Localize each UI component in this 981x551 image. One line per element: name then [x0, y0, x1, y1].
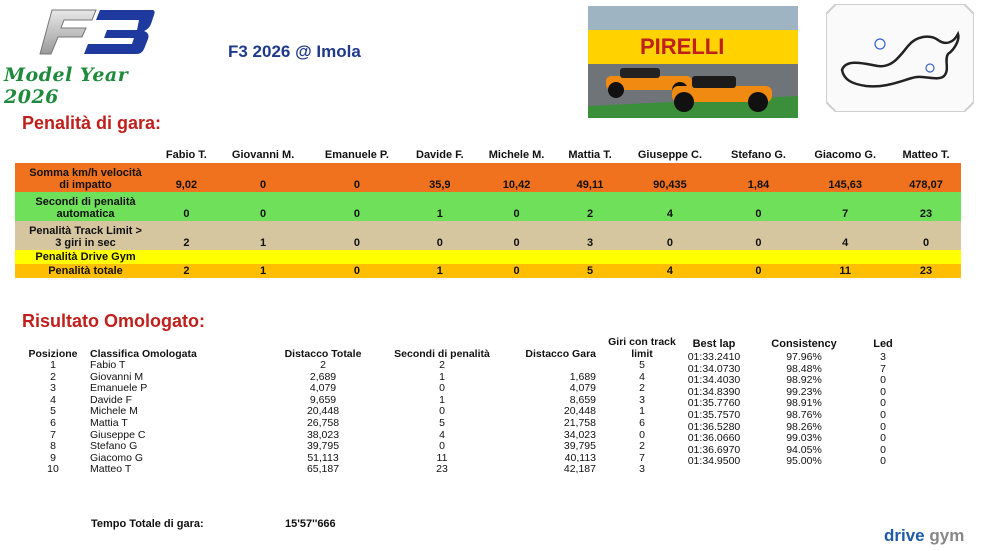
result-cell-giri: 3 — [639, 393, 645, 406]
result-cell-pos: 5 — [50, 405, 56, 418]
result-cell-dist: 26,758 — [306, 416, 340, 429]
stats-cell-best: 01:36.0660 — [687, 432, 741, 445]
penalty-row-label — [15, 221, 156, 250]
penalties-title: Penalità di gara: — [22, 113, 162, 133]
penalty-cell — [475, 250, 558, 264]
col-header-giri: Giri con track limit — [608, 336, 676, 360]
result-cell-pos: 1 — [50, 359, 56, 371]
model-year-label: Model Year 2026 — [4, 64, 129, 108]
result-cell-name: Fabio T — [90, 359, 126, 371]
col-header-cons: Consistency — [771, 338, 837, 350]
result-cell-giri: 0 — [639, 428, 645, 441]
result-cell-name: Michele M — [90, 405, 138, 418]
stats-cell-best: 01:34.0730 — [687, 362, 741, 375]
result-cell-sec: 11 — [436, 451, 448, 464]
penalty-cell: 1 — [217, 264, 310, 278]
penalty-row-label: Penalità Drive Gym — [15, 250, 156, 264]
penalty-row-label — [15, 163, 156, 192]
penalty-cell: 1 — [404, 192, 475, 221]
driver-header: Davide F. — [416, 148, 464, 161]
stats-cell-led: 0 — [880, 374, 886, 387]
penalty-cell: 0 — [156, 192, 217, 221]
result-cell-sec: 1 — [439, 370, 445, 383]
penalty-cell: 0 — [309, 163, 404, 192]
penalty-cell — [799, 250, 891, 264]
penalty-cell: 90,435 — [622, 163, 717, 192]
stats-table — [668, 336, 918, 468]
stats-header-row — [668, 336, 918, 352]
stats-cell-best: 01:36.6970 — [687, 443, 741, 456]
stats-row — [668, 456, 918, 468]
result-cell-dist: 2 — [320, 359, 326, 371]
result-cell-giri: 3 — [639, 463, 645, 476]
result-cell-dist: 2,689 — [309, 370, 337, 383]
result-cell-name: Davide F — [90, 393, 133, 406]
result-cell-dist: 4,079 — [309, 382, 337, 395]
result-cell-name: Emanuele P — [90, 382, 148, 395]
f3-logo-icon — [38, 8, 156, 56]
result-cell-giri: 4 — [639, 370, 645, 383]
stats-cell-best: 01:34.9500 — [687, 455, 741, 468]
race-cars-photo — [588, 6, 798, 118]
result-cell-pos: 2 — [50, 370, 56, 383]
col-header-pos: Posizione — [28, 348, 78, 360]
result-cell-giri: 2 — [639, 382, 645, 395]
result-cell-gara: 39,795 — [563, 440, 596, 453]
drive-gym-logo — [884, 526, 964, 546]
result-cell-pos: 3 — [50, 382, 56, 395]
penalty-cell: 35,9 — [404, 163, 475, 192]
result-cell-dist: 65,187 — [306, 463, 340, 476]
total-time-value: 15'57''666 — [285, 518, 336, 530]
result-cell-name: Mattia T — [90, 416, 128, 429]
result-cell-name: Giuseppe C — [90, 428, 146, 441]
result-cell-sec: 0 — [439, 405, 445, 418]
result-cell-dist: 51,113 — [307, 451, 339, 464]
penalty-cell: 5 — [558, 264, 622, 278]
penalties-header-row — [15, 146, 961, 163]
stats-cell-cons: 99.23% — [786, 385, 822, 398]
penalty-cell: 1,84 — [718, 163, 800, 192]
stats-row — [668, 352, 918, 364]
penalty-cell: 0 — [475, 221, 558, 250]
result-row — [22, 464, 688, 476]
penalty-cell: 0 — [309, 264, 404, 278]
result-cell-gara: 21,758 — [563, 416, 596, 429]
pirelli-banner: PIRELLI — [640, 34, 725, 59]
stats-row — [668, 433, 918, 445]
imola-track-map-icon — [826, 4, 974, 112]
stats-cell-cons: 98.76% — [786, 408, 822, 421]
result-cell-giri: 2 — [639, 440, 645, 453]
result-cell-name: Matteo T — [90, 463, 132, 476]
penalty-cell: 3 — [558, 221, 622, 250]
penalty-cell: 11 — [799, 264, 891, 278]
driver-header: Michele M. — [488, 148, 545, 161]
stats-cell-cons: 98.26% — [786, 420, 822, 433]
stats-cell-led: 0 — [880, 443, 886, 456]
stats-cell-best: 01:34.8390 — [687, 385, 741, 398]
driver-header: Giovanni M. — [231, 148, 295, 161]
col-header-gara: Distacco Gara — [525, 348, 596, 360]
penalty-row-total — [15, 264, 961, 278]
result-cell-pos: 6 — [50, 416, 56, 429]
stats-cell-cons: 98.91% — [786, 397, 822, 410]
penalty-row-track-limit — [15, 221, 961, 250]
penalty-cell — [622, 250, 717, 264]
penalty-cell: 0 — [718, 192, 800, 221]
penalty-cell: 0 — [622, 221, 717, 250]
penalty-cell: 0 — [404, 221, 475, 250]
penalty-cell — [718, 250, 800, 264]
result-cell-dist: 38,023 — [306, 428, 340, 441]
result-row — [22, 441, 688, 453]
stats-cell-best: 01:34.4030 — [687, 374, 741, 387]
penalty-cell: 9,02 — [156, 163, 217, 192]
result-cell-sec: 0 — [439, 382, 445, 395]
driver-header: Giacomo G. — [814, 148, 877, 161]
penalty-label-line1: Somma km/h velocità — [29, 167, 142, 179]
penalty-cell: 7 — [799, 192, 891, 221]
result-cell-sec: 0 — [439, 440, 445, 453]
penalty-cell: 0 — [309, 192, 404, 221]
penalty-cell — [891, 250, 961, 264]
penalty-label-line2: automatica — [56, 208, 115, 220]
stats-cell-led: 0 — [880, 455, 886, 468]
result-cell-dist: 9,659 — [309, 393, 337, 406]
penalty-cell — [156, 250, 217, 264]
stats-cell-cons: 98.48% — [786, 362, 822, 375]
result-cell-gara: 1,689 — [569, 370, 596, 383]
result-cell-pos: 4 — [50, 393, 56, 406]
result-cell-sec: 23 — [436, 463, 448, 476]
result-cell-giri: 7 — [639, 451, 645, 464]
penalty-cell — [558, 250, 622, 264]
penalty-cell: 0 — [475, 264, 558, 278]
stats-cell-led: 0 — [880, 432, 886, 445]
stats-cell-cons: 94.05% — [786, 443, 822, 456]
result-cell-gara: 40,113 — [564, 451, 596, 464]
penalty-label-line1: Penalità Track Limit > — [29, 225, 142, 237]
penalty-cell: 4 — [622, 192, 717, 221]
results-header-row — [22, 332, 688, 360]
result-cell-gara: 4,079 — [569, 382, 596, 395]
penalty-row-label — [15, 192, 156, 221]
driver-header: Matteo T. — [902, 148, 950, 161]
penalties-header-empty — [15, 146, 156, 163]
penalty-cell: 1 — [217, 221, 310, 250]
stats-cell-cons: 95.00% — [786, 455, 822, 468]
penalty-cell: 23 — [891, 192, 961, 221]
driver-header: Emanuele P. — [324, 148, 389, 161]
penalty-cell: 0 — [475, 192, 558, 221]
penalty-cell: 0 — [718, 264, 800, 278]
penalty-cell: 4 — [799, 221, 891, 250]
penalty-label-line1: Secondi di penalità — [35, 196, 136, 208]
col-header-best: Best lap — [692, 338, 736, 350]
penalty-cell — [404, 250, 475, 264]
event-title: F3 2026 @ Imola — [228, 42, 361, 61]
result-cell-pos: 8 — [50, 440, 56, 453]
penalty-row-impact — [15, 163, 961, 192]
penalty-cell: 10,42 — [475, 163, 558, 192]
result-cell-giri: 1 — [639, 405, 645, 418]
penalty-cell: 49,11 — [558, 163, 622, 192]
result-cell-giri: 6 — [639, 416, 645, 429]
result-row — [22, 360, 688, 372]
penalty-cell: 23 — [891, 264, 961, 278]
penalty-row-drive-gym — [15, 250, 961, 264]
driver-header: Mattia T. — [568, 148, 612, 161]
stats-cell-cons: 97.96% — [786, 351, 822, 363]
col-header-dist: Distacco Totale — [284, 348, 362, 360]
stats-cell-best: 01:35.7760 — [687, 397, 741, 410]
penalty-cell: 478,07 — [891, 163, 961, 192]
result-cell-gara — [506, 360, 596, 372]
col-header-led: Led — [873, 338, 893, 350]
stats-cell-cons: 98.92% — [786, 374, 822, 387]
stats-cell-best: 01:35.7570 — [687, 408, 741, 421]
stats-cell-led: 0 — [880, 420, 886, 433]
total-time-label: Tempo Totale di gara: — [91, 518, 204, 530]
penalty-label-line2: di impatto — [59, 179, 112, 191]
result-cell-pos: 7 — [50, 428, 56, 441]
penalty-cell: 0 — [891, 221, 961, 250]
penalty-cell: 145,63 — [799, 163, 891, 192]
penalty-cell: 4 — [622, 264, 717, 278]
stats-cell-best: 01:33.2410 — [687, 351, 741, 363]
stats-cell-led: 0 — [880, 385, 886, 398]
result-cell-giri: 5 — [639, 359, 645, 371]
penalty-label-line2: 3 giri in sec — [55, 237, 116, 249]
stats-cell-led: 3 — [880, 351, 886, 363]
stats-row — [668, 410, 918, 422]
penalty-row-auto — [15, 192, 961, 221]
result-cell-gara: 20,448 — [563, 405, 596, 418]
result-cell-dist: 39,795 — [306, 440, 340, 453]
penalty-cell: 0 — [217, 163, 310, 192]
result-row — [22, 418, 688, 430]
stats-cell-best: 01:36.5280 — [687, 420, 741, 433]
penalty-cell: 2 — [156, 221, 217, 250]
result-cell-name: Giacomo G — [90, 451, 144, 464]
result-cell-gara: 8,659 — [569, 393, 596, 406]
result-cell-name: Giovanni M — [90, 370, 144, 383]
driver-header: Stefano G. — [730, 148, 786, 161]
penalty-cell: 2 — [156, 264, 217, 278]
penalty-cell — [217, 250, 310, 264]
driver-header: Fabio T. — [165, 148, 207, 161]
col-header-sec: Secondi di penalità — [394, 348, 490, 360]
result-cell-sec: 4 — [439, 428, 445, 441]
results-table — [22, 332, 688, 476]
penalty-cell: 0 — [309, 221, 404, 250]
penalty-cell: 0 — [718, 221, 800, 250]
brand-part-b: gym — [924, 526, 965, 545]
result-cell-gara: 42,187 — [563, 463, 596, 476]
result-cell-name: Stefano G — [90, 440, 138, 453]
results-title: Risultato Omologato: — [22, 311, 205, 331]
result-cell-pos: 10 — [47, 463, 59, 476]
penalty-cell: 1 — [404, 264, 475, 278]
penalty-cell — [309, 250, 404, 264]
penalty-row-label: Penalità totale — [15, 264, 156, 278]
driver-header: Giuseppe C. — [637, 148, 703, 161]
result-cell-sec: 1 — [439, 393, 445, 406]
penalty-cell: 2 — [558, 192, 622, 221]
result-cell-sec: 2 — [439, 359, 445, 371]
penalty-cell: 0 — [217, 192, 310, 221]
result-cell-sec: 5 — [439, 416, 445, 429]
stats-cell-led: 0 — [880, 408, 886, 421]
stats-cell-cons: 99.03% — [786, 432, 822, 445]
result-cell-pos: 9 — [50, 451, 56, 464]
penalties-table — [15, 146, 961, 278]
brand-part-a: drive — [884, 526, 925, 545]
col-header-name: Classifica Omologata — [90, 348, 197, 360]
stats-cell-led: 7 — [880, 362, 886, 375]
stats-cell-led: 0 — [880, 397, 886, 410]
result-cell-gara: 34,023 — [563, 428, 596, 441]
result-cell-dist: 20,448 — [306, 405, 340, 418]
